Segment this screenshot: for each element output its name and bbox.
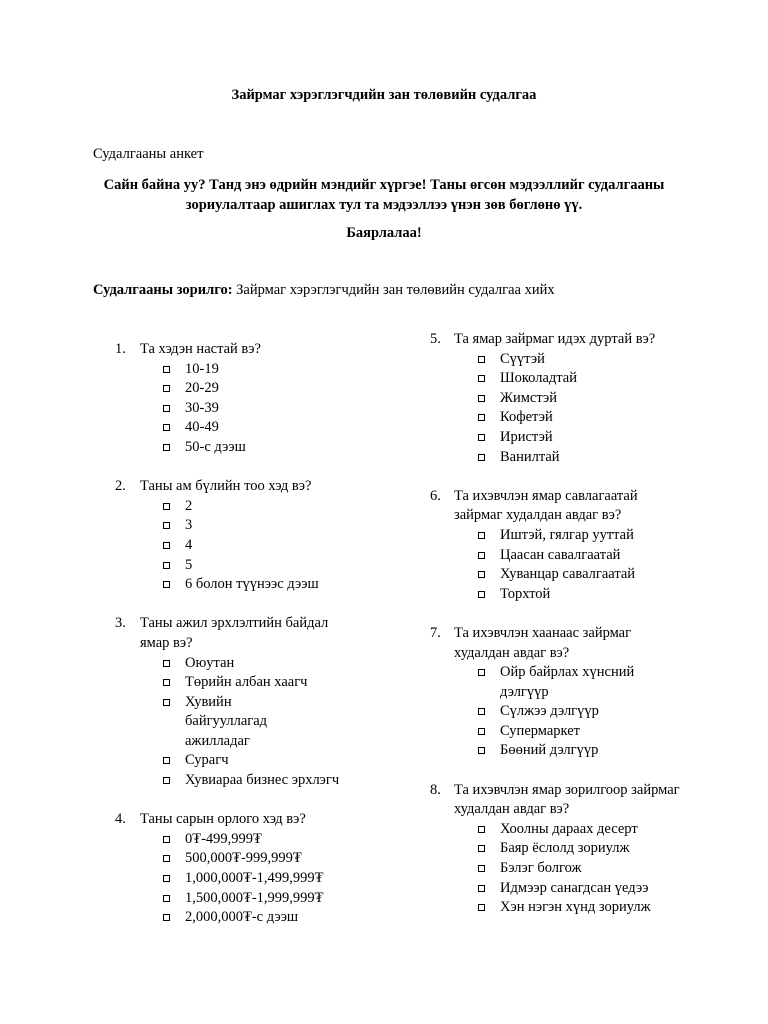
question-5 xyxy=(430,330,730,467)
option-label: Ойр байрлах хүнсний дэлгүүр xyxy=(500,664,635,700)
option-label: 2 xyxy=(185,497,193,514)
question-4 xyxy=(115,810,415,928)
option-label: Хэн нэгэн хүнд зориулж xyxy=(500,899,651,916)
option-list xyxy=(115,654,415,791)
checkbox-icon[interactable] xyxy=(478,395,485,402)
questions-left-column xyxy=(115,340,415,947)
option-label: Баяр ёслолд зориулж xyxy=(500,840,630,857)
option-list xyxy=(115,830,415,928)
option-item[interactable] xyxy=(115,869,435,889)
option-list xyxy=(430,526,730,604)
question-number: 6. xyxy=(430,487,441,504)
question-text: Та ямар зайрмаг идэх дуртай вэ? xyxy=(454,331,656,347)
option-item[interactable] xyxy=(115,654,435,674)
checkbox-icon[interactable] xyxy=(478,414,485,421)
option-item[interactable] xyxy=(115,889,435,909)
question-2 xyxy=(115,477,415,595)
checkbox-icon[interactable] xyxy=(478,747,485,754)
option-label: Цаасан савалгаатай xyxy=(500,546,621,563)
option-item[interactable] xyxy=(430,526,730,546)
option-list xyxy=(115,497,415,595)
option-item[interactable] xyxy=(430,879,730,899)
option-label: Оюутан xyxy=(185,654,235,671)
option-item[interactable] xyxy=(115,497,435,517)
option-item[interactable] xyxy=(430,585,730,605)
option-label: Шоколадтай xyxy=(500,370,578,387)
question-text: Таны ажил эрхлэлтийн байдал ямар вэ? xyxy=(140,615,329,651)
option-list xyxy=(430,820,730,918)
option-item[interactable] xyxy=(115,536,435,556)
option-item[interactable] xyxy=(115,418,435,438)
option-item[interactable] xyxy=(115,908,435,928)
option-item[interactable] xyxy=(115,771,435,791)
question-number: 5. xyxy=(430,331,441,347)
question-number: 2. xyxy=(115,478,126,495)
checkbox-icon[interactable] xyxy=(478,728,485,735)
option-label: 0₮-499,999₮ xyxy=(185,830,262,847)
option-label: 3 xyxy=(185,517,193,534)
checkbox-icon[interactable] xyxy=(478,885,485,892)
option-item[interactable] xyxy=(430,702,730,722)
question-text: Та ихэвчлэн ямар зорилгоор зайрмаг худалдан авдаг вэ? xyxy=(454,781,680,818)
checkbox-icon[interactable] xyxy=(478,571,485,578)
option-label: Бөөний дэлгүүр xyxy=(500,742,599,759)
option-label: Хоолны дараах десерт xyxy=(500,820,638,837)
checkbox-icon[interactable] xyxy=(163,699,170,706)
option-item[interactable] xyxy=(115,516,435,536)
option-label: Сурагч xyxy=(185,752,229,769)
option-label: Иристэй xyxy=(500,428,553,445)
option-label: Төрийн албан хаагч xyxy=(185,674,308,691)
checkbox-icon[interactable] xyxy=(163,405,170,412)
question-number: 8. xyxy=(430,781,441,798)
option-label: Сүүтэй xyxy=(500,350,545,367)
option-label: 50-с дээш xyxy=(185,438,246,455)
checkbox-icon[interactable] xyxy=(478,454,485,461)
option-label: Бэлэг болгож xyxy=(500,860,582,877)
question-text: Таны сарын орлого хэд вэ? xyxy=(140,811,306,828)
checkbox-icon[interactable] xyxy=(163,366,170,373)
checkbox-icon[interactable] xyxy=(163,875,170,882)
checkbox-icon[interactable] xyxy=(163,581,170,588)
checkbox-icon[interactable] xyxy=(478,826,485,833)
option-label: 1,000,000₮-1,499,999₮ xyxy=(185,870,324,887)
option-item[interactable] xyxy=(115,438,435,458)
option-label: Супермаркет xyxy=(500,722,581,739)
option-item[interactable] xyxy=(430,565,730,585)
question-7 xyxy=(430,624,730,761)
question-1 xyxy=(115,340,415,458)
option-label: Идмээр санагдсан үедээ xyxy=(500,879,649,896)
question-number: 1. xyxy=(115,341,126,357)
option-item[interactable] xyxy=(430,820,730,840)
checkbox-icon[interactable] xyxy=(478,708,485,715)
question-number: 4. xyxy=(115,811,126,828)
option-label: Хувиараа бизнес эрхлэгч xyxy=(185,772,340,789)
option-item[interactable] xyxy=(430,663,730,702)
option-label: 500,000₮-999,999₮ xyxy=(185,850,302,867)
checkbox-icon[interactable] xyxy=(163,542,170,549)
checkbox-icon[interactable] xyxy=(163,562,170,569)
checkbox-icon[interactable] xyxy=(478,375,485,382)
option-item[interactable] xyxy=(115,399,435,419)
checkbox-icon[interactable] xyxy=(163,777,170,784)
option-label: Ванилтай xyxy=(500,448,560,465)
option-label: Торхтой xyxy=(500,585,551,602)
option-item[interactable] xyxy=(430,722,730,742)
greeting-text: Сайн байна уу? Танд энэ өдрийн мэндийг хүргэе! Таны өгсөн мэдээллийг судалгааны зориулалтаар ашиглах тул та мэдээллээ үнэн зөв бөглөнө үү. xyxy=(103,177,665,213)
option-item[interactable] xyxy=(430,369,730,389)
question-6 xyxy=(430,487,730,605)
question-number: 7. xyxy=(430,624,441,641)
question-text: Та хэдэн настай вэ? xyxy=(140,341,261,357)
question-8 xyxy=(430,781,730,918)
option-label: 10-19 xyxy=(185,360,219,377)
option-item[interactable] xyxy=(115,830,435,850)
option-label: Сүлжээ дэлгүүр xyxy=(500,703,599,720)
checkbox-icon[interactable] xyxy=(478,904,485,911)
option-list xyxy=(115,360,415,458)
checkbox-icon[interactable] xyxy=(478,845,485,852)
option-item[interactable] xyxy=(115,673,435,693)
option-label: 40-49 xyxy=(185,419,219,436)
option-item[interactable] xyxy=(115,693,435,752)
option-item[interactable] xyxy=(430,350,730,370)
survey-purpose xyxy=(93,282,555,299)
question-text: Та ихэвчлэн хаанаас зайрмаг худалдан авдаг вэ? xyxy=(454,624,632,661)
checkbox-icon[interactable] xyxy=(163,914,170,921)
option-item[interactable] xyxy=(430,546,730,566)
option-item[interactable] xyxy=(115,751,435,771)
purpose-text: Зайрмаг хэрэглэгчдийн зан төлөвийн судалгаа хийх xyxy=(236,282,555,298)
option-label: 6 болон түүнээс дээш xyxy=(185,576,319,593)
option-item[interactable] xyxy=(115,556,435,576)
option-item[interactable] xyxy=(115,360,435,380)
option-label: Жимстэй xyxy=(500,389,558,406)
option-item[interactable] xyxy=(430,898,730,918)
question-3 xyxy=(115,614,415,790)
checkbox-icon[interactable] xyxy=(478,669,485,676)
checkbox-icon[interactable] xyxy=(478,591,485,598)
option-item[interactable] xyxy=(430,448,730,468)
option-label: 2,000,000₮-с дээш xyxy=(185,909,299,926)
option-label: Кофетэй xyxy=(500,409,553,426)
checkbox-icon[interactable] xyxy=(163,503,170,510)
checkbox-icon[interactable] xyxy=(163,444,170,451)
option-list xyxy=(430,663,730,761)
option-label: 1,500,000₮-1,999,999₮ xyxy=(185,889,324,906)
option-item[interactable] xyxy=(115,379,435,399)
option-label: 5 xyxy=(185,556,193,573)
checkbox-icon[interactable] xyxy=(163,660,170,667)
option-label: Хувийн байгууллагад ажилладаг xyxy=(185,693,268,749)
questions-right-column xyxy=(430,330,730,937)
checkbox-icon[interactable] xyxy=(163,424,170,431)
option-item[interactable] xyxy=(430,389,730,409)
checkbox-icon[interactable] xyxy=(163,385,170,392)
option-label: Хуванцар савалгаатай xyxy=(500,566,636,583)
checkbox-icon[interactable] xyxy=(163,895,170,902)
option-item[interactable] xyxy=(430,859,730,879)
option-item[interactable] xyxy=(115,849,435,869)
checkbox-icon[interactable] xyxy=(478,865,485,872)
checkbox-icon[interactable] xyxy=(163,836,170,843)
option-label: 30-39 xyxy=(185,399,219,416)
option-label: 4 xyxy=(185,536,193,553)
checkbox-icon[interactable] xyxy=(163,757,170,764)
purpose-label: Судалгааны зорилго: xyxy=(93,282,233,298)
page-title: Зайрмаг хэрэглэгчдийн зан төлөвийн судалгаа xyxy=(231,87,537,103)
checkbox-icon[interactable] xyxy=(163,679,170,686)
option-label: 20-29 xyxy=(185,380,219,397)
question-number: 3. xyxy=(115,615,126,632)
checkbox-icon[interactable] xyxy=(478,532,485,539)
option-item[interactable] xyxy=(430,408,730,428)
option-item[interactable] xyxy=(115,575,435,595)
option-label: Иштэй, гялгар ууттай xyxy=(500,526,634,543)
checkbox-icon[interactable] xyxy=(478,552,485,559)
option-item[interactable] xyxy=(430,741,730,761)
option-item[interactable] xyxy=(430,428,730,448)
survey-label: Судалгааны анкет xyxy=(93,146,204,162)
question-text: Таны ам бүлийн тоо хэд вэ? xyxy=(140,478,312,495)
thanks-text: Баярлалаа! xyxy=(346,225,422,241)
option-list xyxy=(430,350,730,468)
checkbox-icon[interactable] xyxy=(478,434,485,441)
checkbox-icon[interactable] xyxy=(163,522,170,529)
option-item[interactable] xyxy=(430,839,730,859)
checkbox-icon[interactable] xyxy=(478,356,485,363)
question-text: Та ихэвчлэн ямар савлагаатай зайрмаг худалдан авдаг вэ? xyxy=(454,487,638,524)
checkbox-icon[interactable] xyxy=(163,855,170,862)
